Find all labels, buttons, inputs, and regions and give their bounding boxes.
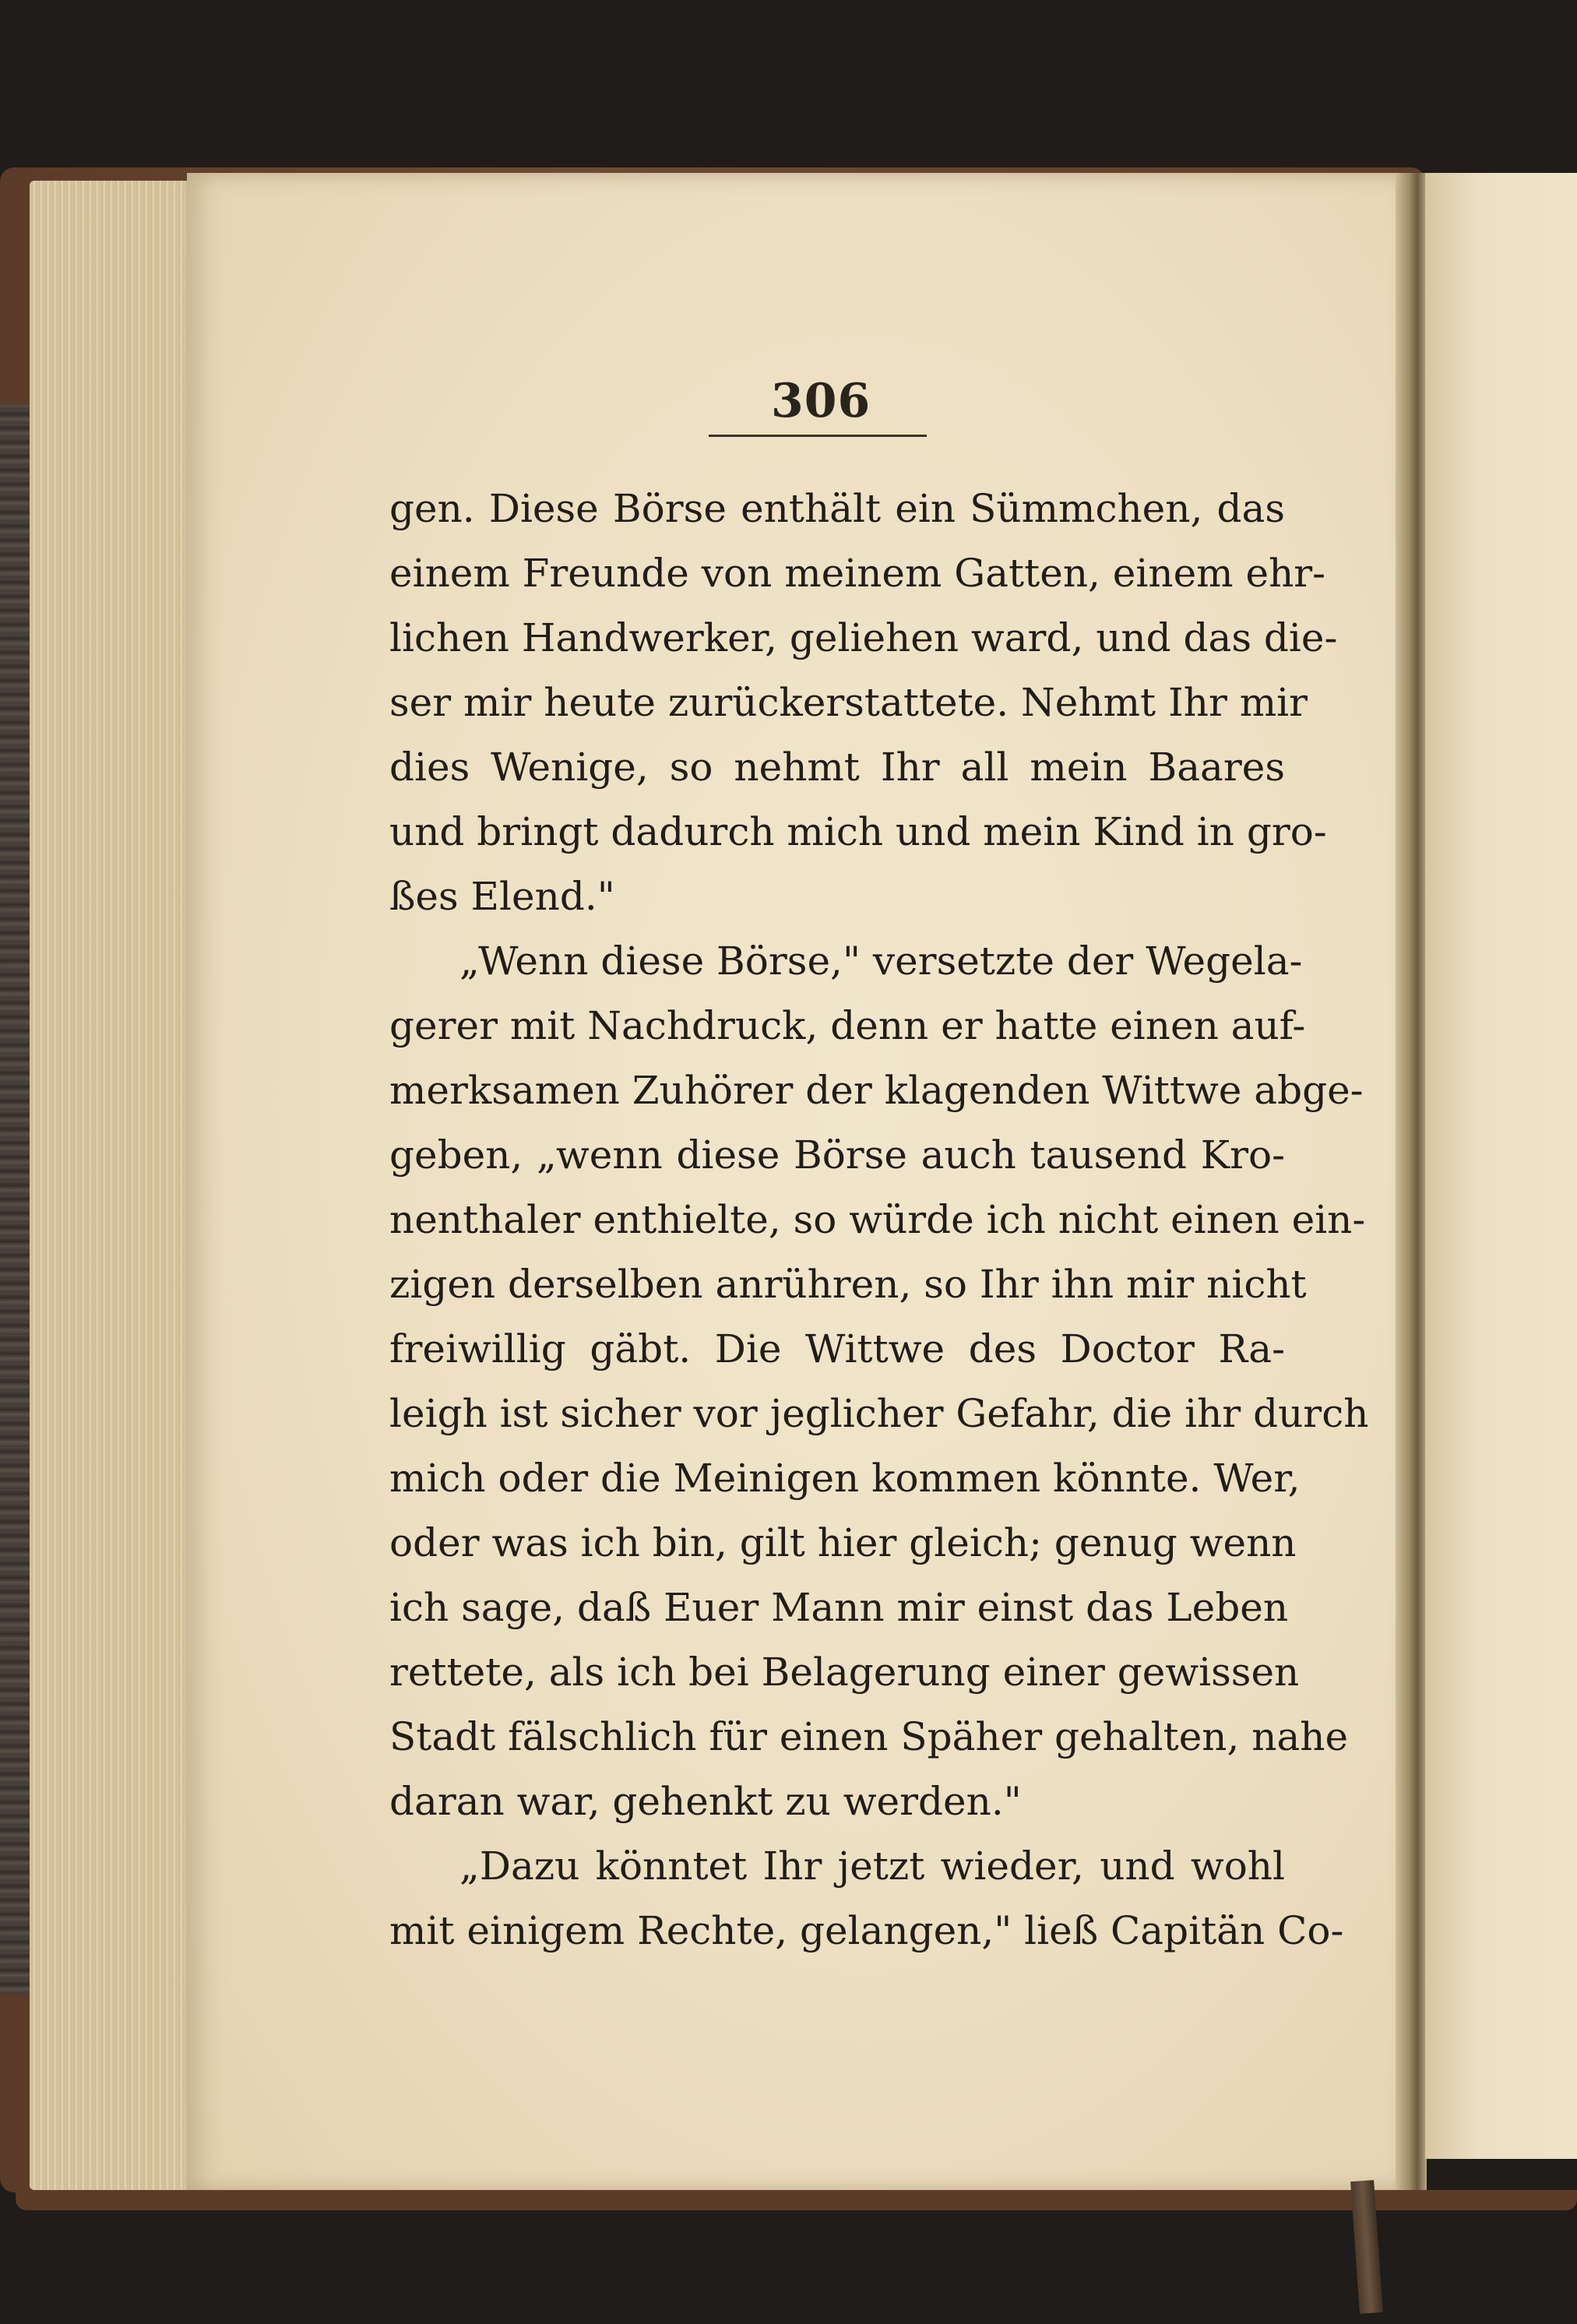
text-line: Stadt fälschlich für einen Späher gehalten, nahe [389, 1714, 1349, 1759]
text-line: daran war, gehenkt zu werden." [389, 1779, 1022, 1824]
page-number-rule [709, 435, 927, 437]
text-line: ich sage, daß Euer Mann mir einst das Leben [389, 1585, 1289, 1630]
text-line: geben, „wenn diese Börse auch tausend Kro- [389, 1132, 1285, 1178]
text-line: rettete, als ich bei Belagerung einer gewissen [389, 1650, 1300, 1695]
text-line: ser mir heute zurückerstattete. Nehmt Ihr mir [389, 680, 1308, 725]
text-line: mich oder die Meinigen kommen könnte. Wer, [389, 1456, 1301, 1501]
text-line: einem Freunde von meinem Gatten, einem ehr- [389, 551, 1326, 596]
bottom-cover-edge [16, 2190, 1577, 2210]
text-line: merksamen Zuhörer der klagenden Wittwe abge- [389, 1068, 1364, 1113]
text-line: leigh ist sicher vor jeglicher Gefahr, die ihr durch [389, 1391, 1369, 1436]
text-line: „Wenn diese Börse," versetzte der Wegela- [459, 938, 1303, 984]
text-line: nenthaler enthielte, so würde ich nicht einen ein- [389, 1197, 1366, 1242]
text-line: dies Wenige, so nehmt Ihr all mein Baares [389, 745, 1285, 790]
text-line: ßes Elend." [389, 874, 615, 919]
page-edges [30, 181, 205, 2190]
text-line: freiwillig gäbt. Die Wittwe des Doctor Ra- [389, 1326, 1285, 1372]
text-line: „Dazu könntet Ihr jetzt wieder, und wohl [459, 1843, 1285, 1889]
text-line: oder was ich bin, gilt hier gleich; genug wenn [389, 1520, 1297, 1565]
page-number: 306 [771, 374, 871, 428]
text-line: mit einigem Rechte, gelangen," ließ Capitän Co- [389, 1908, 1344, 1953]
text-line: gen. Diese Börse enthält ein Sümmchen, das [389, 486, 1285, 531]
text-line: gerer mit Nachdruck, denn er hatte einen auf- [389, 1003, 1306, 1048]
page-body-text [389, 477, 1369, 1963]
text-line: lichen Handwerker, geliehen ward, und das die- [389, 615, 1338, 660]
facing-page [1425, 173, 1577, 2159]
book-gutter [1396, 173, 1427, 2192]
text-line: zigen derselben anrühren, so Ihr ihn mir nicht [389, 1262, 1307, 1307]
text-line: und bringt dadurch mich und mein Kind in gro- [389, 809, 1327, 854]
